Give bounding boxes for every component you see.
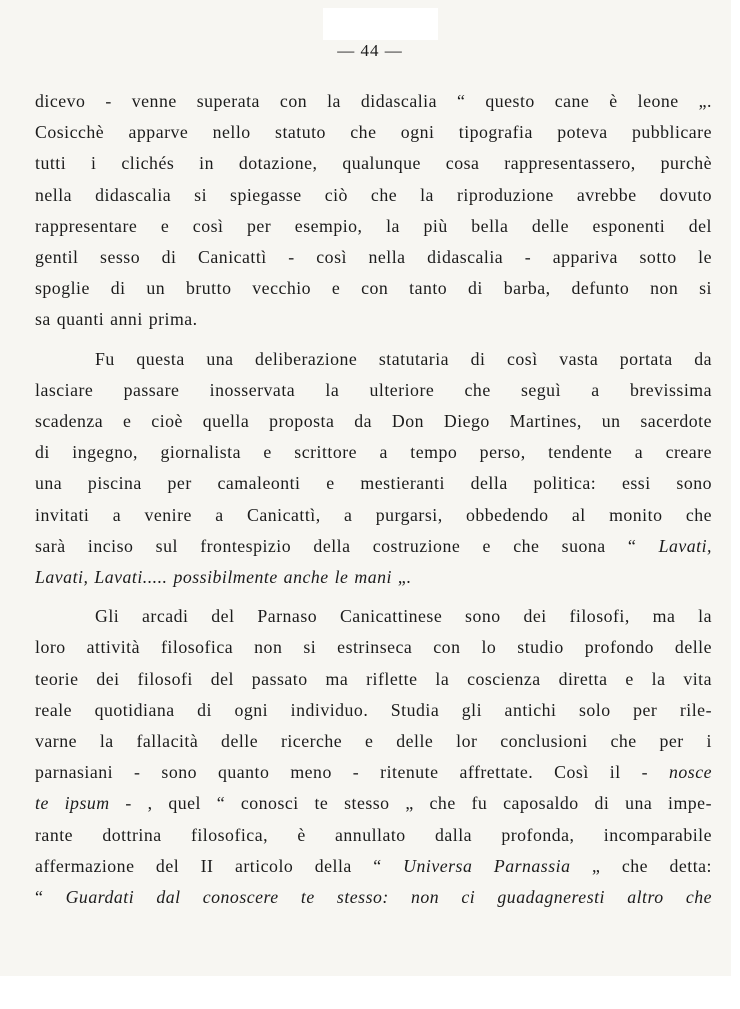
text-line: scadenza e cioè quella proposta da Don Diego Martines, un sacerdote xyxy=(35,411,712,432)
italic-text: nosce xyxy=(669,762,712,783)
text-run: „. xyxy=(391,567,412,588)
text-run: parnasiani - sono quanto meno - ritenute affrettate. Così il - xyxy=(35,762,649,783)
text-run: affermazione del II articolo della “ xyxy=(35,855,382,876)
italic-text: Lavati, xyxy=(658,535,712,556)
bottom-margin xyxy=(0,976,740,1009)
paragraph-3 xyxy=(35,601,712,913)
italic-text: Universa Parnassia xyxy=(403,855,571,876)
text-run: „ che detta: xyxy=(570,855,712,876)
text-line: Cosicchè apparve nello statuto che ogni tipografia poteva pubblicare xyxy=(35,122,712,143)
text-line xyxy=(35,757,712,788)
text-line: invitati a venire a Canicattì, a purgarsi, obbedendo al monito che xyxy=(35,504,712,525)
italic-text: Guardati dal conoscere te stesso: non ci guadagneresti altro che xyxy=(65,887,712,908)
text-line: sa quanti anni prima. xyxy=(35,309,198,330)
text-line xyxy=(35,531,712,562)
text-line: teorie dei filosofi del passato ma riflette la coscienza diretta e la vita xyxy=(35,668,712,689)
text-line xyxy=(35,851,712,882)
text-line: gentil sesso di Canicattì - così nella didascalia - appariva sotto le xyxy=(35,247,712,268)
text-line xyxy=(35,882,712,913)
text-line: spoglie di un brutto vecchio e con tanto di barba, defunto non si xyxy=(35,278,712,299)
text-line: reale quotidiana di ogni individuo. Studia gli antichi solo per rile- xyxy=(35,699,712,720)
text-line: varne la fallacità delle ricerche e delle lor conclusioni che per i xyxy=(35,731,712,752)
text-line: tutti i clichés in dotazione, qualunque cosa rappresentassero, purchè xyxy=(35,153,712,174)
text-line: Gli arcadi del Parnaso Canicattinese sono dei filosofi, ma la xyxy=(95,606,712,627)
text-line: Fu questa una deliberazione statutaria di così vasta portata da xyxy=(95,348,712,369)
text-run: sarà inciso sul frontespizio della costruzione e che suona “ xyxy=(35,535,637,556)
text-line: rante dottrina filosofica, è annullato dalla profonda, incomparabile xyxy=(35,824,712,845)
text-line: nella didascalia si spiegasse ciò che la riproduzione avrebbe dovuto xyxy=(35,184,712,205)
text-line: lasciare passare inosservata la ulteriore che seguì a brevissima xyxy=(35,379,712,400)
body-text xyxy=(35,86,712,913)
italic-text: te ipsum xyxy=(35,793,110,814)
text-line: rappresentare e così per esempio, la più bella delle esponenti del xyxy=(35,215,712,236)
text-line xyxy=(35,788,712,819)
paragraph-2 xyxy=(35,344,712,594)
text-run: “ xyxy=(35,887,66,908)
text-line: loro attività filosofica non si estrinseca con lo studio profondo delle xyxy=(35,637,712,658)
text-run: - , quel “ conosci te stesso „ che fu caposaldo di una impe- xyxy=(109,793,712,814)
page-number: — 44 — xyxy=(337,41,403,60)
header-mask xyxy=(323,8,438,40)
paragraph-1 xyxy=(35,86,712,336)
text-line: dicevo - venne superata con la didascalia “ questo cane è leone „. xyxy=(35,91,712,111)
text-line: di ingegno, giornalista e scrittore a tempo perso, tendente a creare xyxy=(35,442,712,463)
page-edge xyxy=(731,0,740,976)
italic-text: Lavati, Lavati..... possibilmente anche le mani xyxy=(35,567,392,588)
text-line xyxy=(35,562,712,593)
text-line: una piscina per camaleonti e mestieranti della politica: essi sono xyxy=(35,473,712,494)
